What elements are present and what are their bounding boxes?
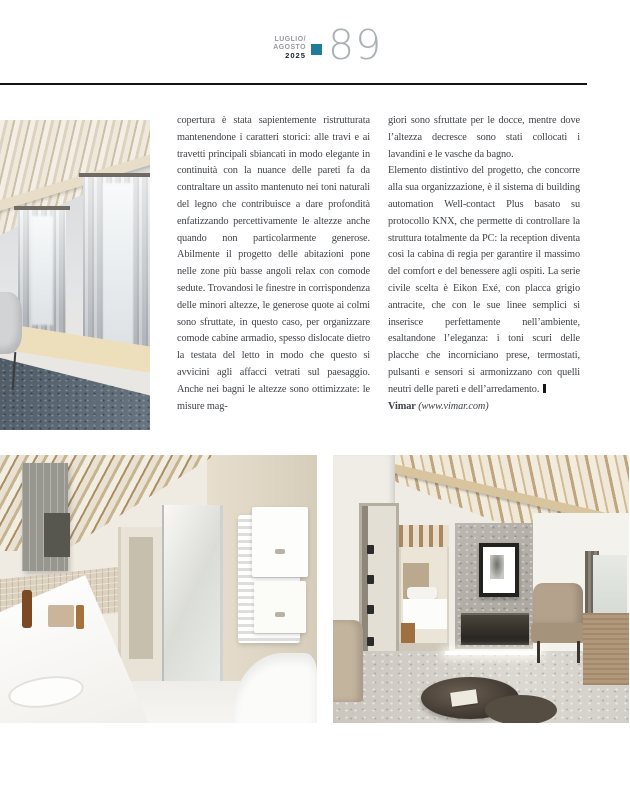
photo-bathroom	[0, 455, 317, 723]
round-side-table	[485, 695, 557, 723]
soap-bottle	[22, 590, 32, 628]
window-with-curtains-right	[83, 177, 150, 361]
photo-bedroom-suite	[333, 455, 629, 723]
fireplace	[461, 613, 529, 645]
brand-website: (www.vimar.com)	[418, 400, 489, 412]
towel-emblem	[275, 549, 285, 554]
issue-month-line1: LUGLIO/	[274, 36, 306, 43]
page-number: 89	[328, 21, 383, 69]
sofa-armrest	[333, 620, 363, 702]
issue-date	[238, 36, 306, 60]
switch-plate	[367, 575, 374, 584]
accent-square	[311, 44, 322, 55]
photo-attic-lounge	[0, 120, 150, 430]
open-shelf	[44, 513, 70, 557]
article-paragraph-text: Elemento distintivo del progetto, che concorre alla sua organizzazione, è il sistema di building automation Well-contact Plus basato su protocollo KNX, che permette di controllare la struttura totalmente da PC: la reception diventa così la cabina di regia per garantire il massimo del comfort e del benessere agli ospiti. La serie civile scelta è Eikon Exé, con placca grigio antracite, che con le sue linee semplici si inserisce perfettamente nell’ambiente, esaltandone l’eleganza: i toni scuri delle placche che incorniciano prese, termostati, pulsanti e sensori si armonizzano con quelli neutri delle pareti e dell’arredamento.	[388, 165, 580, 395]
armchair-leg	[577, 641, 580, 663]
soap-bottle-small	[76, 605, 84, 629]
article-paragraph: giori sono sfruttate per le docce, mentre dove l’altezza decresce sono stati collocati i lavandini e le vasche da bagno.	[388, 115, 580, 160]
article-column-1	[177, 113, 370, 449]
brand-name: Vimar	[388, 400, 416, 412]
rattan-cabinet	[583, 613, 629, 685]
bedroom-doorway	[399, 525, 449, 661]
curtain-rod	[14, 206, 70, 210]
article-paragraph	[388, 163, 580, 398]
armchair-seat	[531, 623, 585, 643]
switch-plate	[367, 605, 374, 614]
header-rule	[0, 83, 587, 85]
issue-year: 2025	[285, 51, 306, 60]
article-end-mark	[543, 384, 546, 393]
led-floor-light	[445, 651, 541, 655]
door-frame	[359, 503, 399, 672]
attribution-line	[388, 399, 580, 416]
framed-artwork	[479, 543, 519, 597]
armchair-leg	[537, 641, 540, 663]
article-column-2	[388, 113, 580, 449]
window-light	[31, 216, 52, 325]
tissue-box	[48, 605, 74, 627]
towel	[254, 581, 306, 633]
switch-plate	[367, 545, 374, 554]
towel-emblem	[275, 612, 285, 617]
article-paragraph: copertura è stata sapientemente ristrutturata mantenendone i caratteri storici: alle travi e ai travetti principali sbiancati in modo elegante in continuità con la nuance delle pareti fa da contraltare un assito mantenuto nei toni naturali del legno che contribuisce a dare profondità enfatizzando percettivamente le altezze anche quando non particolarmente generose. Abilmente il progetto delle abitazioni pone nelle zone più basse angoli relax con comode sedute. Trovandosi le finestre in corrispondenza delle minori altezze, le generose quote ai colmi sono sfruttate, in questo caso, per organizzare comode cabine armadio, spesso dislocate dietro la testata del letto in modo che questo si avvicini agli affacci vetrati sul paesaggio. Anche nei bagni le altezze sono ottimizzate: le misure mag-	[177, 115, 370, 412]
curtain-rod	[79, 173, 150, 177]
towel	[252, 507, 308, 577]
pillows	[407, 587, 437, 599]
sink-basin	[6, 672, 85, 712]
issue-month-line2: AGOSTO	[273, 44, 306, 51]
switch-plate	[367, 637, 374, 646]
nightstand	[401, 623, 415, 645]
window-light	[103, 183, 134, 345]
lounge-chair	[0, 292, 22, 354]
artwork-sketch	[490, 555, 504, 579]
mirror	[129, 537, 153, 659]
bedroom-beams	[399, 525, 449, 547]
window-with-curtains-left	[18, 210, 66, 334]
